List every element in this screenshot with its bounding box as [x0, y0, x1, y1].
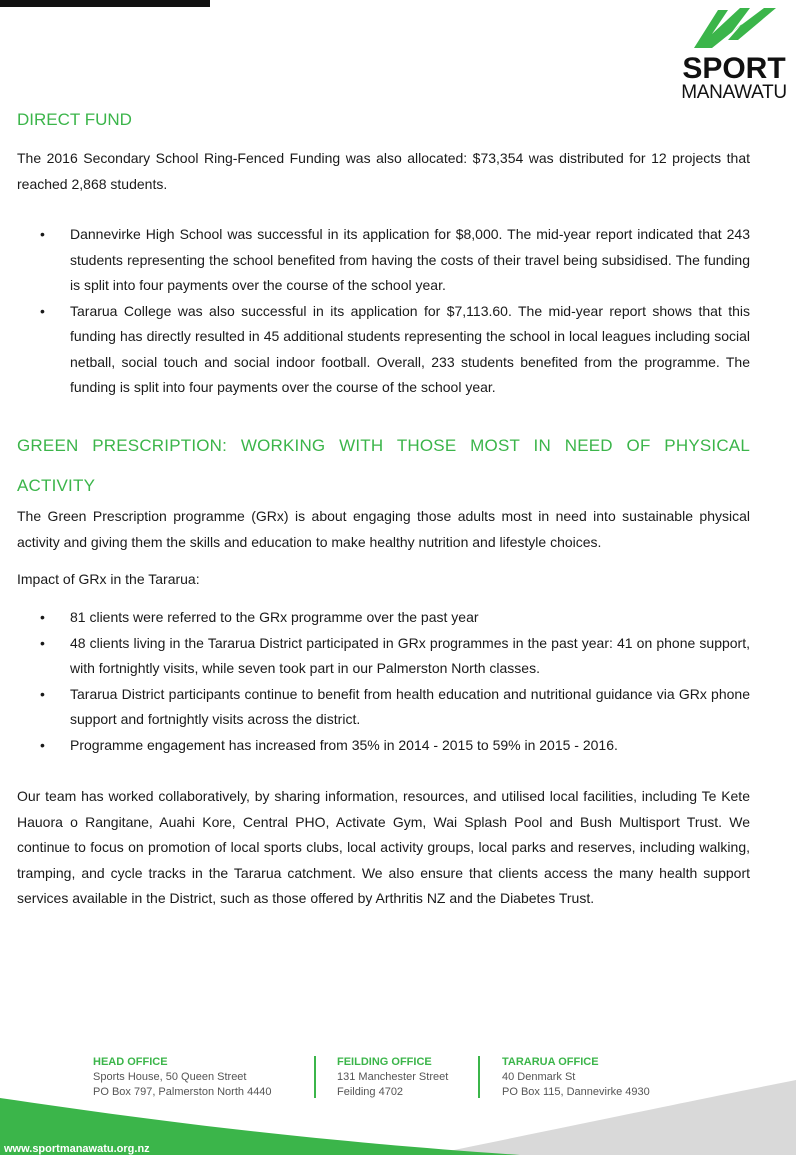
tararua-office-line2: PO Box 115, Dannevirke 4930: [502, 1086, 650, 1098]
logo-manawatu-text: MANAWATU: [681, 82, 787, 103]
logo-sport-text: SPORT: [682, 52, 786, 85]
top-black-bar: [0, 0, 210, 7]
list-item: • Dannevirke High School was successful in its application for $8,000. The mid-year report indicated that 243 students representing the school benefited from having the costs of their travel being subsidised. The funding is split into four payments over the course of the school year.: [17, 222, 750, 299]
head-office-title: HEAD OFFICE: [93, 1056, 168, 1068]
impact-list: [17, 605, 750, 758]
list-item: • Programme engagement has increased from 35% in 2014 - 2015 to 59% in 2015 - 2016.: [17, 733, 750, 759]
list-item: • Tararua District participants continue to benefit from health education and nutritional guidance via GRx phone support and fortnightly visits across the district.: [17, 682, 750, 733]
list-item: • 81 clients were referred to the GRx programme over the past year: [17, 605, 750, 631]
feilding-office-title: FEILDING OFFICE: [337, 1056, 432, 1068]
tararua-office-title: TARARUA OFFICE: [502, 1056, 599, 1068]
green-prescription-heading: GREEN PRESCRIPTION: WORKING WITH THOSE MOST IN NEED OF PHYSICAL ACTIVITY: [17, 436, 750, 495]
footer-divider: [478, 1056, 480, 1098]
logo-mark-icon: [692, 4, 778, 50]
footer-divider: [314, 1056, 316, 1098]
direct-fund-heading: DIRECT FUND: [17, 110, 132, 129]
feilding-office-address: [337, 1055, 448, 1100]
feilding-office-line1: 131 Manchester Street: [337, 1071, 449, 1083]
list-item: • 48 clients living in the Tararua District participated in GRx programmes in the past year: 41 on phone support, with fortnightly visits, while seven took part in our Palmerston North classes.: [17, 631, 750, 682]
feilding-office-line2: Feilding 4702: [337, 1086, 404, 1098]
green-prescription-intro: The Green Prescription programme (GRx) is about engaging those adults most in need into sustainable physical activity and giving them the skills and education to make healthy nutrition and lifestyle choices.: [17, 508, 750, 550]
sport-manawatu-logo: [678, 4, 790, 102]
footer: [0, 1040, 796, 1155]
head-office-address: [93, 1055, 272, 1100]
direct-fund-intro: The 2016 Secondary School Ring-Fenced Funding was also allocated: $73,354 was distributed for 12 projects that reached 2,868 students.: [17, 150, 750, 192]
impact-label: Impact of GRx in the Tararua:: [17, 571, 200, 587]
head-office-line2: PO Box 797, Palmerston North 4440: [93, 1086, 272, 1098]
tararua-office-line1: 40 Denmark St: [502, 1071, 576, 1083]
website-link[interactable]: www.sportmanawatu.org.nz: [4, 1143, 150, 1155]
closing-paragraph: Our team has worked collaboratively, by sharing information, resources, and utilised local facilities, including Te Kete Hauora o Rangitane, Auahi Kore, Central PHO, Activate Gym, Wai Splash Pool and Bush Multisport Trust. We continue to focus on promotion of local sports clubs, local activity groups, local parks and reserves, including walking, tramping, and cycle tracks in the Tararua catchment. We also ensure that clients access the many health support services available in the District, such as those offered by Arthritis NZ and the Diabetes Trust.: [17, 788, 750, 906]
direct-fund-list: [17, 222, 750, 401]
list-item: • Tararua College was also successful in its application for $7,113.60. The mid-year report shows that this funding has directly resulted in 45 additional students representing the school in local leagues including social netball, social touch and social indoor football. Overall, 233 students benefited from the programme. The funding is split into four payments over the course of the school year.: [17, 299, 750, 401]
head-office-line1: Sports House, 50 Queen Street: [93, 1071, 247, 1083]
tararua-office-address: [502, 1055, 650, 1100]
